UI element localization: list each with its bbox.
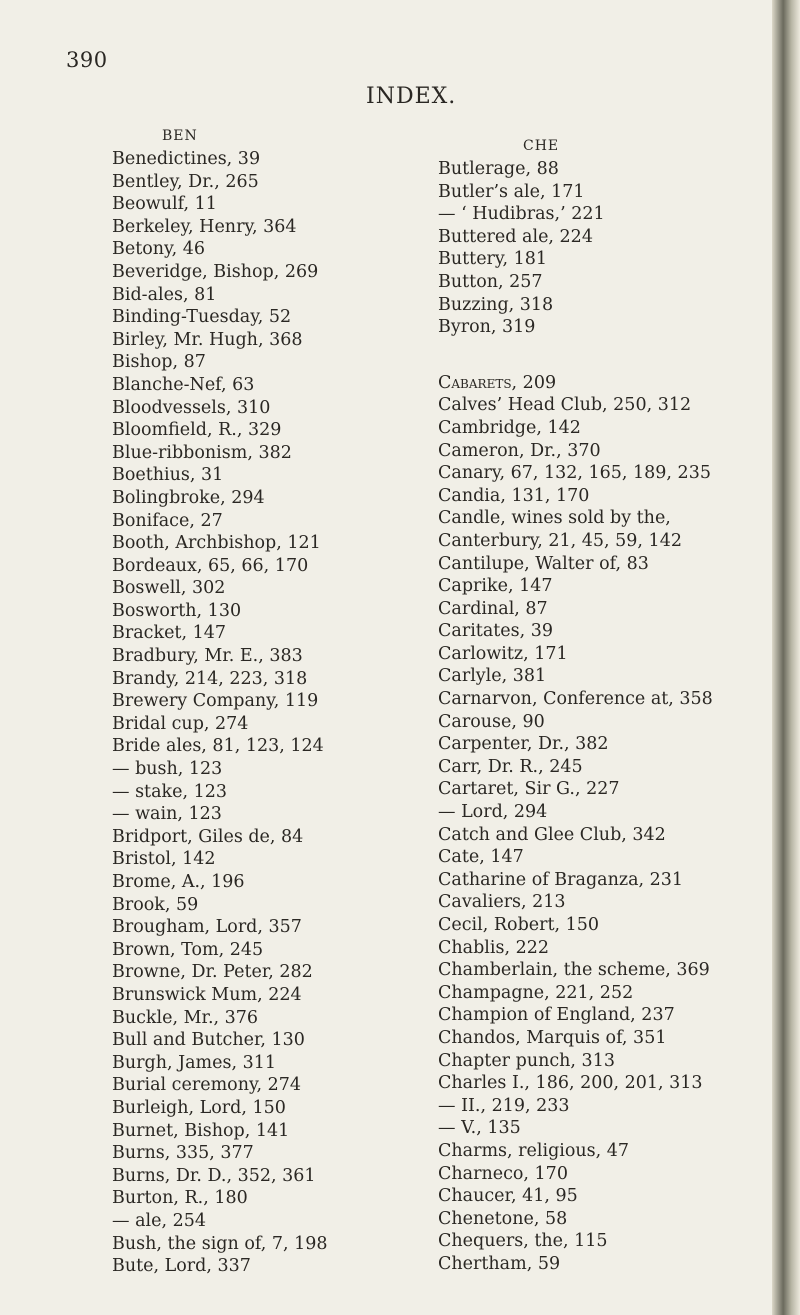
index-entry: Butlerage, 88 [438,159,559,179]
right-column-heading: CHE [523,138,560,154]
index-entry: Beowulf, 11 [112,194,217,215]
index-entry: Buttery, 181 [438,249,548,270]
index-entry: Berkeley, Henry, 364 [112,216,297,237]
index-entry: Burns, 335, 377 [112,1143,254,1164]
index-entry: Champagne, 221, 252 [438,982,634,1003]
left-entry-list [112,148,412,1278]
index-entry: Bishop, 87 [112,352,206,373]
index-entry: Binding-Tuesday, 52 [112,307,292,328]
index-entry: Cartaret, Sir G., 227 [438,779,620,800]
index-entry: Calves’ Head Club, 250, 312 [438,395,692,416]
index-entry: Bordeaux, 65, 66, 170 [112,555,309,576]
index-entry: — II., 219, 233 [438,1095,570,1116]
index-entry: Carr, Dr. R., 245 [438,756,583,777]
page-number: 390 [66,48,108,72]
index-entry: Canary, 67, 132, 165, 189, 235 [438,463,711,484]
index-entry: Carlowitz, 171 [438,643,568,664]
running-head: INDEX. [366,84,457,109]
index-entry: Bracket, 147 [112,623,226,644]
index-entry: Champion of England, 237 [438,1005,675,1026]
index-entry: Bush, the sign of, 7, 198 [112,1233,328,1254]
index-entry: Cardinal, 87 [438,598,548,619]
index-entry: Canterbury, 21, 45, 59, 142 [438,530,682,551]
index-entry: Charles I., 186, 200, 201, 313 [438,1073,703,1094]
index-entry: Butler’s ale, 171 [438,181,585,202]
index-entry: — wain, 123 [112,804,222,825]
index-entry: Buckle, Mr., 376 [112,1007,259,1028]
index-entry: Bolingbroke, 294 [112,487,265,508]
index-entry: Bloodvessels, 310 [112,397,271,418]
index-entry: — ale, 254 [112,1210,206,1231]
right-entry-list-c [438,372,768,1276]
page-edge [772,0,800,1315]
index-entry: — ‘ Hudibras,’ 221 [438,204,605,225]
index-entry: Brook, 59 [112,894,199,915]
index-entry: Candle, wines sold by the, [438,508,671,529]
index-entry: Carouse, 90 [438,711,545,732]
index-entry: Cambridge, 142 [438,417,581,438]
index-entry: Chenetone, 58 [438,1208,568,1229]
index-entry: — Lord, 294 [438,802,548,823]
index-entry: Benedictines, 39 [112,149,261,169]
index-entry: Bull and Butcher, 130 [112,1030,305,1051]
index-entry: Bentley, Dr., 265 [112,171,259,192]
index-entry: Browne, Dr. Peter, 282 [112,962,313,983]
index-entry: Burial ceremony, 274 [112,1075,302,1096]
index-entry: Burns, Dr. D., 352, 361 [112,1165,316,1186]
index-entry: Bosworth, 130 [112,600,242,621]
left-column-heading: BEN [162,128,198,144]
left-index-column [112,124,412,1278]
index-entry: Burgh, James, 311 [112,1052,277,1073]
index-entry: — bush, 123 [112,759,223,780]
index-entry: Brewery Company, 119 [112,691,319,712]
index-entry: Cameron, Dr., 370 [438,440,601,461]
index-entry: Carnarvon, Conference at, 358 [438,689,713,710]
index-entry: Bristol, 142 [112,849,216,870]
index-entry: Bute, Lord, 337 [112,1256,251,1277]
index-entry: Caprike, 147 [438,576,553,597]
index-entry: Chaucer, 41, 95 [438,1186,578,1207]
index-entry: Chapter punch, 313 [438,1050,615,1071]
index-entry: Caritates, 39 [438,621,554,642]
index-entry: Boethius, 31 [112,465,224,486]
index-entry: Booth, Archbishop, 121 [112,533,321,554]
index-entry: Bridal cup, 274 [112,713,249,734]
index-entry: Bridport, Giles de, 84 [112,826,304,847]
index-entry: Blanche-Nef, 63 [112,374,255,395]
index-entry: Catharine of Braganza, 231 [438,869,684,890]
index-entry: Chequers, the, 115 [438,1231,608,1252]
index-entry: Cecil, Robert, 150 [438,915,600,935]
index-entry: Candia, 131, 170 [438,485,590,506]
index-entry: Boswell, 302 [112,578,226,599]
index-entry: Brunswick Mum, 224 [112,984,302,1005]
index-entry: Carlyle, 381 [438,666,547,687]
index-entry: Chablis, 222 [438,937,549,958]
right-entry-list-b [438,158,768,339]
index-entry: Buzzing, 318 [438,294,554,315]
index-entry: Cabarets, 209 [438,372,557,393]
index-entry: Blue-ribbonism, 382 [112,442,292,463]
index-entry: Buttered ale, 224 [438,226,593,247]
index-entry: Brougham, Lord, 357 [112,917,302,938]
index-entry: Brome, A., 196 [112,872,245,892]
index-entry: Chandos, Marquis of, 351 [438,1027,667,1048]
index-entry: Carpenter, Dr., 382 [438,734,609,755]
index-entry: Byron, 319 [438,317,536,338]
index-entry: Birley, Mr. Hugh, 368 [112,329,303,350]
index-entry: — V., 135 [438,1118,521,1139]
index-entry: Bid-ales, 81 [112,284,217,305]
index-entry: Catch and Glee Club, 342 [438,824,666,845]
index-entry: Cavaliers, 213 [438,892,566,913]
index-entry: Boniface, 27 [112,510,223,531]
index-entry: Burton, R., 180 [112,1188,248,1209]
index-entry: Brown, Tom, 245 [112,939,264,960]
index-entry: Cantilupe, Walter of, 83 [438,553,649,574]
index-entry: — stake, 123 [112,781,227,802]
index-entry: Betony, 46 [112,239,206,260]
index-entry: Bride ales, 81, 123, 124 [112,736,324,757]
letter-gap [438,339,768,372]
index-entry: Bradbury, Mr. E., 383 [112,646,303,667]
index-entry: Cate, 147 [438,847,524,868]
index-entry: Brandy, 214, 223, 318 [112,668,308,689]
index-entry: Chamberlain, the scheme, 369 [438,960,710,981]
index-entry: Bloomfield, R., 329 [112,420,282,441]
index-entry: Chertham, 59 [438,1253,561,1274]
index-entry: Burnet, Bishop, 141 [112,1120,290,1141]
index-entry: Charms, religious, 47 [438,1140,630,1161]
right-index-column [438,124,768,1276]
index-entry: Charneco, 170 [438,1163,568,1184]
index-entry: Burleigh, Lord, 150 [112,1097,286,1118]
index-entry: Button, 257 [438,271,543,292]
index-entry: Beveridge, Bishop, 269 [112,261,319,282]
